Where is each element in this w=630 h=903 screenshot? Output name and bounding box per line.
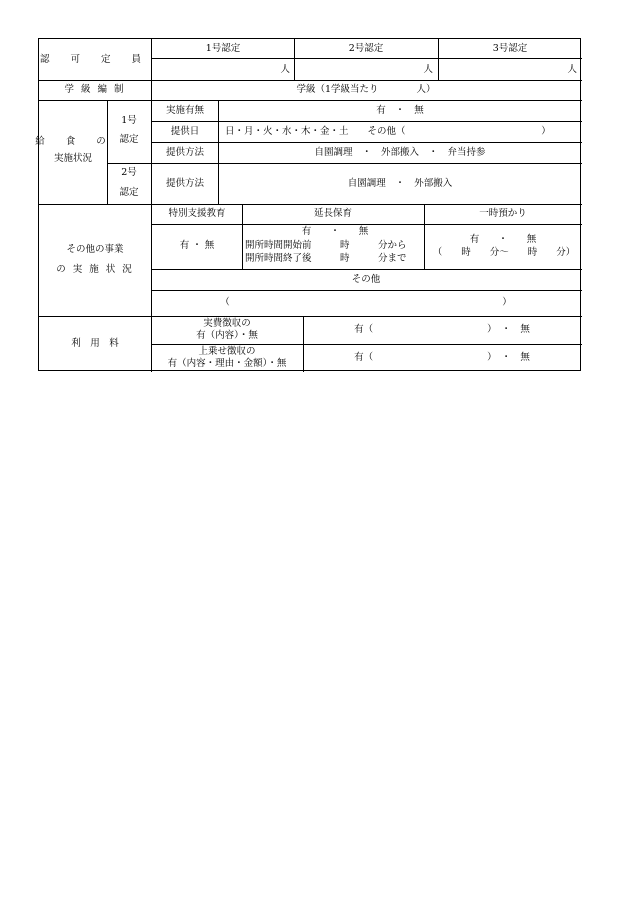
meal-label-line1: 給 食 の	[35, 136, 115, 147]
rule	[39, 80, 582, 81]
meal-group1-line1: 1号	[121, 115, 137, 126]
fees-extra-line1: 上乗せ徴収の	[198, 346, 256, 357]
fees-label: 利 用 料	[71, 338, 119, 349]
rule	[151, 121, 582, 122]
capacity-header-1: 1号認定	[205, 43, 241, 54]
fees-actual-value: 有（ ） ・ 無	[354, 324, 530, 335]
other-label-line2: の 実 施 状 況	[56, 264, 134, 275]
meal-group2-line2: 認定	[119, 187, 139, 198]
facility-form-table	[35, 38, 581, 371]
misc-close-paren: ）	[502, 297, 512, 308]
rule	[151, 344, 582, 345]
meal-group2-line1: 2号	[121, 167, 137, 178]
temp-care-time: （ 時 分～ 時 分）	[432, 247, 576, 258]
meal-method-label-2: 提供方法	[165, 178, 205, 189]
capacity-unit-1: 人	[280, 64, 290, 75]
misc-open-paren: （	[220, 297, 230, 308]
meal-method-label-1: 提供方法	[165, 147, 205, 158]
meal-day-close: ）	[541, 126, 551, 137]
rule	[294, 39, 295, 80]
special-support-label: 特別支援教育	[168, 208, 226, 219]
rule	[39, 204, 582, 205]
meal-impl-label: 実施有無	[165, 105, 205, 116]
meal-group1-line2: 認定	[119, 134, 139, 145]
rule	[151, 290, 582, 291]
rule	[39, 100, 582, 101]
rule	[151, 58, 582, 59]
extended-open-before: 開所時間開始前 時 分から	[245, 240, 407, 251]
capacity-label: 認 可 定 員	[39, 54, 151, 65]
fees-extra-value: 有（ ） ・ 無	[354, 352, 530, 363]
extended-care-yn: 有 ・ 無	[301, 226, 369, 237]
rule	[438, 39, 439, 80]
rule	[151, 39, 152, 372]
special-support-value: 有 ・ 無	[179, 240, 215, 251]
rule	[39, 316, 582, 317]
rule	[107, 163, 582, 164]
rule	[151, 142, 582, 143]
rule	[218, 100, 219, 204]
rule	[303, 316, 304, 372]
misc-label: その他	[351, 274, 381, 285]
capacity-unit-3: 人	[567, 64, 577, 75]
capacity-header-2: 2号認定	[348, 43, 384, 54]
other-label-line1: その他の事業	[66, 244, 124, 255]
capacity-unit-2: 人	[423, 64, 433, 75]
meal-impl-value: 有 ・ 無	[376, 105, 424, 116]
fees-actual-line1: 実費徴収の	[203, 318, 251, 329]
rule	[151, 269, 582, 270]
rule	[242, 204, 243, 269]
meal-method-value-2: 自園調理 ・ 外部搬入	[347, 178, 453, 189]
class-org-value: 学級（1学級当たり 人）	[296, 84, 436, 95]
temp-care-yn: 有 ・ 無	[469, 234, 537, 245]
fees-extra-line2: 有（内容・理由・金額）・無	[167, 358, 287, 369]
temp-care-label: 一時預かり	[479, 208, 527, 219]
rule	[107, 100, 108, 204]
rule	[424, 204, 425, 269]
meal-method-value-1: 自園調理 ・ 外部搬入 ・ 弁当持参	[314, 147, 486, 158]
extended-close-after: 開所時間終了後 時 分まで	[245, 253, 407, 264]
fees-actual-line2: 有（内容）・無	[196, 330, 258, 341]
meal-label-line2: 実施状況	[53, 153, 93, 164]
rule	[151, 224, 582, 225]
extended-care-label: 延長保育	[313, 208, 353, 219]
capacity-header-3: 3号認定	[492, 43, 528, 54]
meal-day-value: 日・月・火・水・木・金・土 その他（	[225, 126, 406, 137]
meal-day-label: 提供日	[170, 126, 200, 137]
class-org-label: 学 級 編 制	[64, 84, 126, 95]
